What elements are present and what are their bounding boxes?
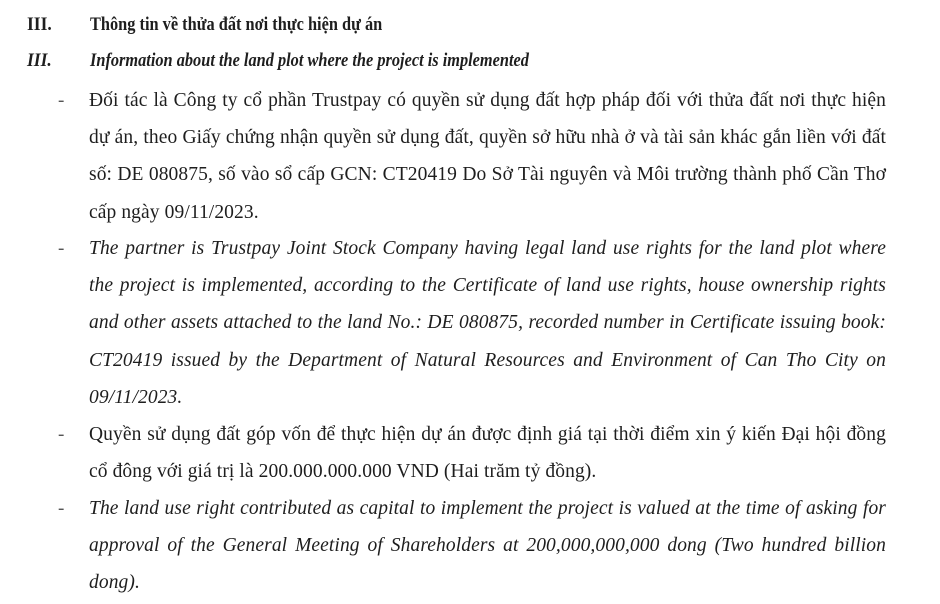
section-heading-vietnamese [0, 10, 940, 40]
paragraph-english: The partner is Trustpay Joint Stock Company having legal land use rights for the land plot where the project is implemented, according to the Certificate of land use rights, house ownership rights and other assets attached to the land No.: DE 080875, recorded number in Certificate issuing book: CT20419 issued by the Department of Natural Resources and Environment of Can Tho City on 09/11/2023. [89, 238, 886, 408]
section-title: Information about the land plot where the project is implemented [90, 50, 529, 71]
paragraph-vietnamese: Đối tác là Công ty cổ phần Trustpay có quyền sử dụng đất hợp pháp đối với thửa đất nơi thực hiện dự án, theo Giấy chứng nhận quyền sử dụng đất, quyền sở hữu nhà ở và tài sản khác gắn liền với đất số: DE 080875, số vào sổ cấp GCN: CT20419 Do Sở Tài nguyên và Môi trường thành phố Cần Thơ cấp ngày 09/11/2023. [89, 90, 886, 223]
section-title: Thông tin về thửa đất nơi thực hiện dự án [90, 14, 383, 35]
section-heading-english [0, 46, 940, 76]
paragraph-vietnamese: Quyền sử dụng đất góp vốn để thực hiện dự án được định giá tại thời điểm xin ý kiến Đại hội đồng cổ đông với giá trị là 200.000.000.000 VND (Hai trăm tỷ đồng). [89, 424, 886, 483]
section-number: III. [27, 50, 52, 71]
bullet-dash: - [58, 498, 65, 519]
bullet-dash: - [58, 238, 65, 259]
bullet-dash: - [58, 424, 65, 445]
section-number: III. [27, 14, 52, 35]
paragraph-english: The land use right contributed as capital to implement the project is valued at the time of asking for approval of the General Meeting of Shareholders at 200,000,000,000 dong (Two hundred billion dong). [89, 498, 886, 594]
bullet-dash: - [58, 90, 65, 111]
